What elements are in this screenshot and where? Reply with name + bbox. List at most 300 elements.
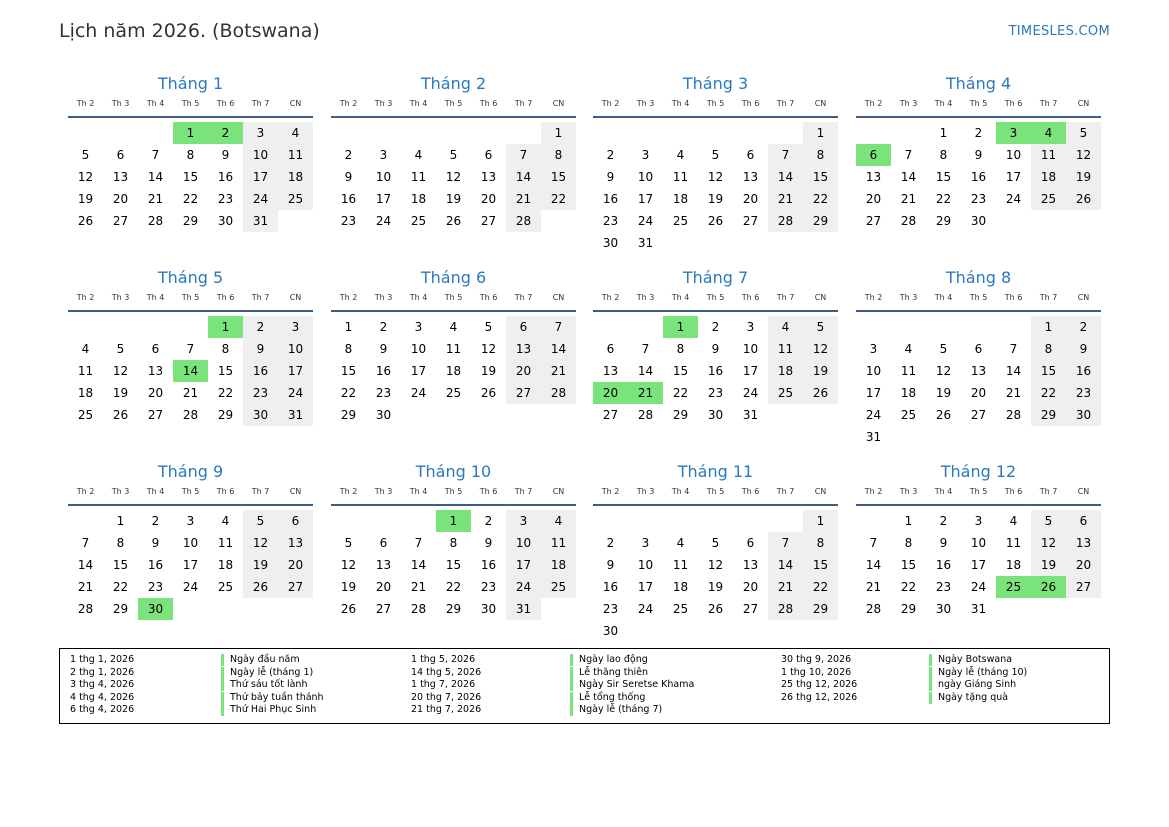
weekday-header <box>331 487 576 501</box>
day-cell: 13 <box>602 364 619 378</box>
day-cell: 8 <box>803 144 838 166</box>
day-cell: 5 <box>484 320 493 334</box>
day-cell: 1 <box>803 510 838 532</box>
day-cell: 8 <box>939 148 948 162</box>
day-cell: 26 <box>77 214 94 228</box>
legend-holiday-name: Ngày lễ (tháng 1) <box>221 667 313 679</box>
weekday-label: Th 2 <box>76 487 95 496</box>
day-cell: 1 <box>939 126 948 140</box>
day-cell: 18 <box>541 554 576 576</box>
day-cell: 31 <box>243 210 278 232</box>
legend-holiday-name: Lễ tổng thống <box>570 692 645 704</box>
day-cell: 25 <box>900 408 917 422</box>
day-cell: 2 <box>344 148 353 162</box>
day-cell: 7 <box>1009 342 1018 356</box>
month-title: Tháng 3 <box>682 74 749 93</box>
day-grid <box>593 312 838 444</box>
legend-date: 30 thg 9, 2026 <box>781 654 852 665</box>
day-cell: 8 <box>904 536 913 550</box>
day-cell: 14 <box>768 554 803 576</box>
day-cell: 3 <box>641 148 650 162</box>
day-cell: 20 <box>865 192 882 206</box>
weekday-label: Th 7 <box>1039 99 1058 108</box>
day-cell: 12 <box>707 558 724 572</box>
day-cell: 4 <box>81 342 90 356</box>
legend-holiday-name: Ngày Sir Seretse Khama <box>570 679 694 691</box>
weekday-label: Th 3 <box>374 487 393 496</box>
day-cell: 27 <box>970 408 987 422</box>
legend-date: 25 thg 12, 2026 <box>781 679 858 690</box>
day-cell: 19 <box>112 386 129 400</box>
day-cell: 8 <box>541 144 576 166</box>
weekday-label: Th 7 <box>514 487 533 496</box>
day-cell: 29 <box>112 602 129 616</box>
day-cell: 10 <box>278 338 313 360</box>
day-grid <box>331 118 576 250</box>
weekday-label: Th 4 <box>409 293 428 302</box>
day-cell: 4 <box>768 316 803 338</box>
day-cell: 30 <box>970 214 987 228</box>
day-cell: 27 <box>742 214 759 228</box>
day-cell: 21 <box>182 386 199 400</box>
day-cell: 16 <box>1066 360 1101 382</box>
day-cell: 17 <box>375 192 392 206</box>
day-cell: 11 <box>541 532 576 554</box>
weekday-label: Th 2 <box>339 293 358 302</box>
weekday-header <box>856 99 1101 113</box>
day-cell: 9 <box>484 536 493 550</box>
day-grid <box>331 312 576 444</box>
day-cell: 24 <box>506 576 541 598</box>
day-grid <box>856 506 1101 638</box>
weekday-label: Th 2 <box>339 487 358 496</box>
holiday-day-cell: 26 <box>1031 576 1066 598</box>
day-cell: 26 <box>707 214 724 228</box>
legend-holiday-name: Ngày tặng quà <box>929 692 1008 704</box>
weekday-label: Th 7 <box>776 487 795 496</box>
day-cell: 24 <box>742 386 759 400</box>
weekday-label: CN <box>814 487 827 496</box>
day-cell: 18 <box>672 192 689 206</box>
day-cell: 8 <box>221 342 230 356</box>
day-cell: 6 <box>974 342 983 356</box>
day-cell: 26 <box>1066 188 1101 210</box>
day-cell: 8 <box>1031 338 1066 360</box>
day-cell: 15 <box>803 166 838 188</box>
holiday-day-cell: 6 <box>856 144 891 166</box>
month-6 <box>331 267 576 444</box>
month-4 <box>856 73 1101 250</box>
legend-date: 26 thg 12, 2026 <box>781 691 858 703</box>
day-cell: 22 <box>182 192 199 206</box>
day-cell: 13 <box>506 338 541 360</box>
day-cell: 27 <box>742 602 759 616</box>
weekday-label: Th 3 <box>111 99 130 108</box>
day-cell: 31 <box>865 430 882 444</box>
weekday-label: Th 7 <box>514 99 533 108</box>
day-cell: 24 <box>637 602 654 616</box>
day-cell: 30 <box>602 624 619 638</box>
day-cell: 17 <box>970 558 987 572</box>
day-cell: 30 <box>707 408 724 422</box>
legend-holiday-name: Ngày lễ (tháng 7) <box>570 704 662 716</box>
day-cell: 9 <box>711 342 720 356</box>
legend-date: 1 thg 7, 2026 <box>411 679 476 690</box>
day-cell: 4 <box>1009 514 1018 528</box>
day-cell: 15 <box>182 170 199 184</box>
day-cell: 3 <box>506 510 541 532</box>
weekday-header <box>856 487 1101 501</box>
day-cell: 11 <box>900 364 917 378</box>
day-cell: 9 <box>1066 338 1101 360</box>
day-cell: 11 <box>1031 144 1066 166</box>
day-cell: 16 <box>602 192 619 206</box>
day-cell: 5 <box>711 536 720 550</box>
day-cell: 6 <box>278 510 313 532</box>
day-cell: 12 <box>445 170 462 184</box>
day-cell: 1 <box>541 122 576 144</box>
day-cell: 15 <box>217 364 234 378</box>
day-cell: 28 <box>77 602 94 616</box>
day-cell: 25 <box>278 188 313 210</box>
weekday-label: Th 5 <box>706 487 725 496</box>
weekday-label: Th 6 <box>479 487 498 496</box>
day-cell: 6 <box>116 148 125 162</box>
day-cell: 11 <box>445 342 462 356</box>
day-cell: 3 <box>746 320 755 334</box>
day-cell: 9 <box>344 170 353 184</box>
day-cell: 13 <box>147 364 164 378</box>
month-12 <box>856 461 1101 638</box>
day-cell: 12 <box>480 342 497 356</box>
weekday-label: Th 5 <box>444 487 463 496</box>
day-cell: 20 <box>970 386 987 400</box>
holiday-day-cell: 3 <box>996 122 1031 144</box>
day-cell: 9 <box>151 536 160 550</box>
weekday-label: Th 7 <box>251 487 270 496</box>
day-cell: 5 <box>1066 122 1101 144</box>
day-cell: 26 <box>243 576 278 598</box>
day-cell: 17 <box>410 364 427 378</box>
day-cell: 31 <box>278 404 313 426</box>
day-cell: 23 <box>707 386 724 400</box>
legend-holiday-name: Thứ bảy tuần thánh <box>221 692 324 704</box>
day-cell: 28 <box>768 598 803 620</box>
day-grid <box>593 118 838 250</box>
day-cell: 23 <box>375 386 392 400</box>
day-cell: 7 <box>506 144 541 166</box>
day-cell: 10 <box>637 170 654 184</box>
day-cell: 21 <box>768 576 803 598</box>
weekday-header <box>856 293 1101 307</box>
weekday-header <box>593 99 838 113</box>
day-cell: 5 <box>711 148 720 162</box>
day-cell: 25 <box>77 408 94 422</box>
month-title: Tháng 6 <box>420 268 487 287</box>
day-cell: 12 <box>243 532 278 554</box>
day-cell: 5 <box>1031 510 1066 532</box>
holiday-day-cell: 21 <box>628 382 663 404</box>
day-cell: 3 <box>414 320 423 334</box>
brand-link[interactable]: TIMESLES.COM <box>1008 24 1110 39</box>
legend-holiday-name: Thứ sáu tốt lành <box>221 679 307 691</box>
weekday-label: Th 3 <box>636 293 655 302</box>
weekday-label: Th 2 <box>601 99 620 108</box>
weekday-label: Th 6 <box>479 99 498 108</box>
day-cell: 8 <box>186 148 195 162</box>
day-cell: 3 <box>243 122 278 144</box>
day-cell: 19 <box>707 580 724 594</box>
weekday-label: Th 6 <box>741 99 760 108</box>
day-cell: 12 <box>1031 532 1066 554</box>
weekday-label: Th 4 <box>934 487 953 496</box>
day-cell: 31 <box>742 408 759 422</box>
day-cell: 23 <box>217 192 234 206</box>
day-cell: 8 <box>676 342 685 356</box>
weekday-label: Th 4 <box>934 99 953 108</box>
day-cell: 5 <box>81 148 90 162</box>
day-cell: 14 <box>865 558 882 572</box>
day-cell: 18 <box>768 360 803 382</box>
day-cell: 4 <box>414 148 423 162</box>
weekday-label: Th 5 <box>181 487 200 496</box>
holiday-day-cell: 1 <box>208 316 243 338</box>
day-cell: 16 <box>243 360 278 382</box>
weekday-label: Th 4 <box>146 293 165 302</box>
day-cell: 18 <box>410 192 427 206</box>
day-cell: 27 <box>480 214 497 228</box>
weekday-label: Th 2 <box>76 293 95 302</box>
day-cell: 9 <box>243 338 278 360</box>
day-cell: 17 <box>1005 170 1022 184</box>
weekday-label: CN <box>552 487 565 496</box>
day-cell: 2 <box>939 514 948 528</box>
weekday-label: Th 7 <box>1039 293 1058 302</box>
day-cell: 23 <box>970 192 987 206</box>
weekday-label: Th 2 <box>601 487 620 496</box>
month-2 <box>331 73 576 250</box>
weekday-label: Th 3 <box>636 487 655 496</box>
day-cell: 19 <box>480 364 497 378</box>
day-cell: 25 <box>1031 188 1066 210</box>
weekday-label: Th 2 <box>339 99 358 108</box>
day-cell: 15 <box>935 170 952 184</box>
legend-date: 6 thg 4, 2026 <box>70 704 135 715</box>
month-title: Tháng 9 <box>157 462 224 481</box>
day-cell: 7 <box>904 148 913 162</box>
weekday-label: Th 7 <box>1039 487 1058 496</box>
weekday-label: Th 5 <box>706 99 725 108</box>
day-cell: 28 <box>410 602 427 616</box>
month-title: Tháng 4 <box>945 74 1012 93</box>
day-cell: 26 <box>445 214 462 228</box>
day-cell: 22 <box>803 576 838 598</box>
holiday-day-cell: 4 <box>1031 122 1066 144</box>
day-cell: 13 <box>1066 532 1101 554</box>
day-cell: 21 <box>77 580 94 594</box>
day-cell: 21 <box>541 360 576 382</box>
day-cell: 27 <box>865 214 882 228</box>
weekday-label: Th 4 <box>671 487 690 496</box>
day-cell: 21 <box>768 188 803 210</box>
day-cell: 20 <box>375 580 392 594</box>
month-9 <box>68 461 313 638</box>
day-cell: 15 <box>900 558 917 572</box>
day-cell: 15 <box>112 558 129 572</box>
weekday-label: Th 3 <box>899 99 918 108</box>
day-cell: 7 <box>641 342 650 356</box>
day-cell: 9 <box>379 342 388 356</box>
month-3 <box>593 73 838 250</box>
month-title: Tháng 12 <box>940 462 1017 481</box>
holiday-day-cell: 30 <box>138 598 173 620</box>
weekday-label: Th 5 <box>444 293 463 302</box>
day-cell: 5 <box>116 342 125 356</box>
day-cell: 13 <box>112 170 129 184</box>
day-cell: 23 <box>480 580 497 594</box>
day-cell: 25 <box>768 382 803 404</box>
day-cell: 17 <box>637 192 654 206</box>
header <box>59 20 1110 48</box>
day-cell: 7 <box>541 316 576 338</box>
day-cell: 9 <box>974 148 983 162</box>
day-cell: 29 <box>217 408 234 422</box>
day-cell: 2 <box>711 320 720 334</box>
day-cell: 21 <box>900 192 917 206</box>
day-cell: 3 <box>974 514 983 528</box>
page-title: Lịch năm 2026. (Botswana) <box>59 20 320 42</box>
day-cell: 18 <box>217 558 234 572</box>
day-cell: 17 <box>182 558 199 572</box>
day-cell: 14 <box>541 338 576 360</box>
day-cell: 24 <box>278 382 313 404</box>
day-cell: 6 <box>746 148 755 162</box>
day-cell: 3 <box>186 514 195 528</box>
day-cell: 14 <box>77 558 94 572</box>
day-cell: 30 <box>480 602 497 616</box>
holiday-day-cell: 1 <box>173 122 208 144</box>
day-cell: 19 <box>1066 166 1101 188</box>
legend-date: 14 thg 5, 2026 <box>411 666 482 678</box>
day-cell: 22 <box>935 192 952 206</box>
weekday-label: Th 4 <box>146 487 165 496</box>
day-grid <box>68 118 313 250</box>
day-cell: 4 <box>221 514 230 528</box>
weekday-header <box>68 99 313 113</box>
day-cell: 3 <box>641 536 650 550</box>
day-cell: 2 <box>484 514 493 528</box>
weekday-label: Th 3 <box>899 293 918 302</box>
day-cell: 29 <box>1031 404 1066 426</box>
day-cell: 4 <box>676 536 685 550</box>
legend-date: 1 thg 10, 2026 <box>781 666 852 678</box>
weekday-label: Th 3 <box>374 99 393 108</box>
day-cell: 21 <box>1005 386 1022 400</box>
day-cell: 21 <box>506 188 541 210</box>
weekday-label: Th 4 <box>409 487 428 496</box>
day-cell: 28 <box>900 214 917 228</box>
day-cell: 10 <box>182 536 199 550</box>
month-title: Tháng 5 <box>157 268 224 287</box>
weekday-label: Th 4 <box>671 99 690 108</box>
day-cell: 16 <box>217 170 234 184</box>
day-cell: 19 <box>340 580 357 594</box>
day-cell: 21 <box>147 192 164 206</box>
day-cell: 8 <box>116 536 125 550</box>
day-cell: 25 <box>217 580 234 594</box>
day-cell: 10 <box>506 532 541 554</box>
legend-date: 21 thg 7, 2026 <box>411 704 482 715</box>
day-cell: 17 <box>506 554 541 576</box>
day-grid <box>593 506 838 638</box>
day-cell: 18 <box>77 386 94 400</box>
day-cell: 29 <box>803 598 838 620</box>
day-cell: 22 <box>541 188 576 210</box>
day-cell: 11 <box>278 144 313 166</box>
day-cell: 2 <box>151 514 160 528</box>
weekday-label: CN <box>1077 99 1090 108</box>
day-cell: 8 <box>344 342 353 356</box>
day-cell: 6 <box>506 316 541 338</box>
day-cell: 24 <box>1005 192 1022 206</box>
legend-date: 4 thg 4, 2026 <box>70 691 135 703</box>
day-cell: 11 <box>672 170 689 184</box>
day-cell: 27 <box>506 382 541 404</box>
day-cell: 19 <box>1031 554 1066 576</box>
day-cell: 2 <box>974 126 983 140</box>
weekday-label: Th 2 <box>864 99 883 108</box>
day-cell: 6 <box>151 342 160 356</box>
day-cell: 10 <box>742 342 759 356</box>
day-cell: 16 <box>147 558 164 572</box>
day-cell: 11 <box>768 338 803 360</box>
weekday-header <box>68 487 313 501</box>
day-cell: 17 <box>278 360 313 382</box>
month-10 <box>331 461 576 638</box>
day-cell: 5 <box>939 342 948 356</box>
day-cell: 29 <box>182 214 199 228</box>
day-cell: 7 <box>414 536 423 550</box>
day-cell: 18 <box>900 386 917 400</box>
day-cell: 18 <box>672 580 689 594</box>
day-cell: 6 <box>606 342 615 356</box>
day-cell: 23 <box>243 382 278 404</box>
day-cell: 2 <box>606 148 615 162</box>
weekday-label: CN <box>552 293 565 302</box>
day-cell: 14 <box>1005 364 1022 378</box>
day-cell: 1 <box>116 514 125 528</box>
month-5 <box>68 267 313 444</box>
weekday-label: Th 3 <box>111 487 130 496</box>
day-cell: 27 <box>602 408 619 422</box>
day-cell: 16 <box>480 558 497 572</box>
day-cell: 1 <box>1031 316 1066 338</box>
holiday-day-cell: 25 <box>996 576 1031 598</box>
weekday-label: Th 6 <box>216 293 235 302</box>
day-cell: 1 <box>904 514 913 528</box>
weekday-label: Th 5 <box>181 293 200 302</box>
day-cell: 7 <box>186 342 195 356</box>
day-grid <box>856 118 1101 250</box>
day-grid <box>856 312 1101 444</box>
day-cell: 29 <box>900 602 917 616</box>
day-cell: 10 <box>970 536 987 550</box>
day-cell: 27 <box>375 602 392 616</box>
day-cell: 28 <box>865 602 882 616</box>
day-cell: 28 <box>1005 408 1022 422</box>
weekday-label: Th 7 <box>514 293 533 302</box>
weekday-label: Th 6 <box>216 487 235 496</box>
